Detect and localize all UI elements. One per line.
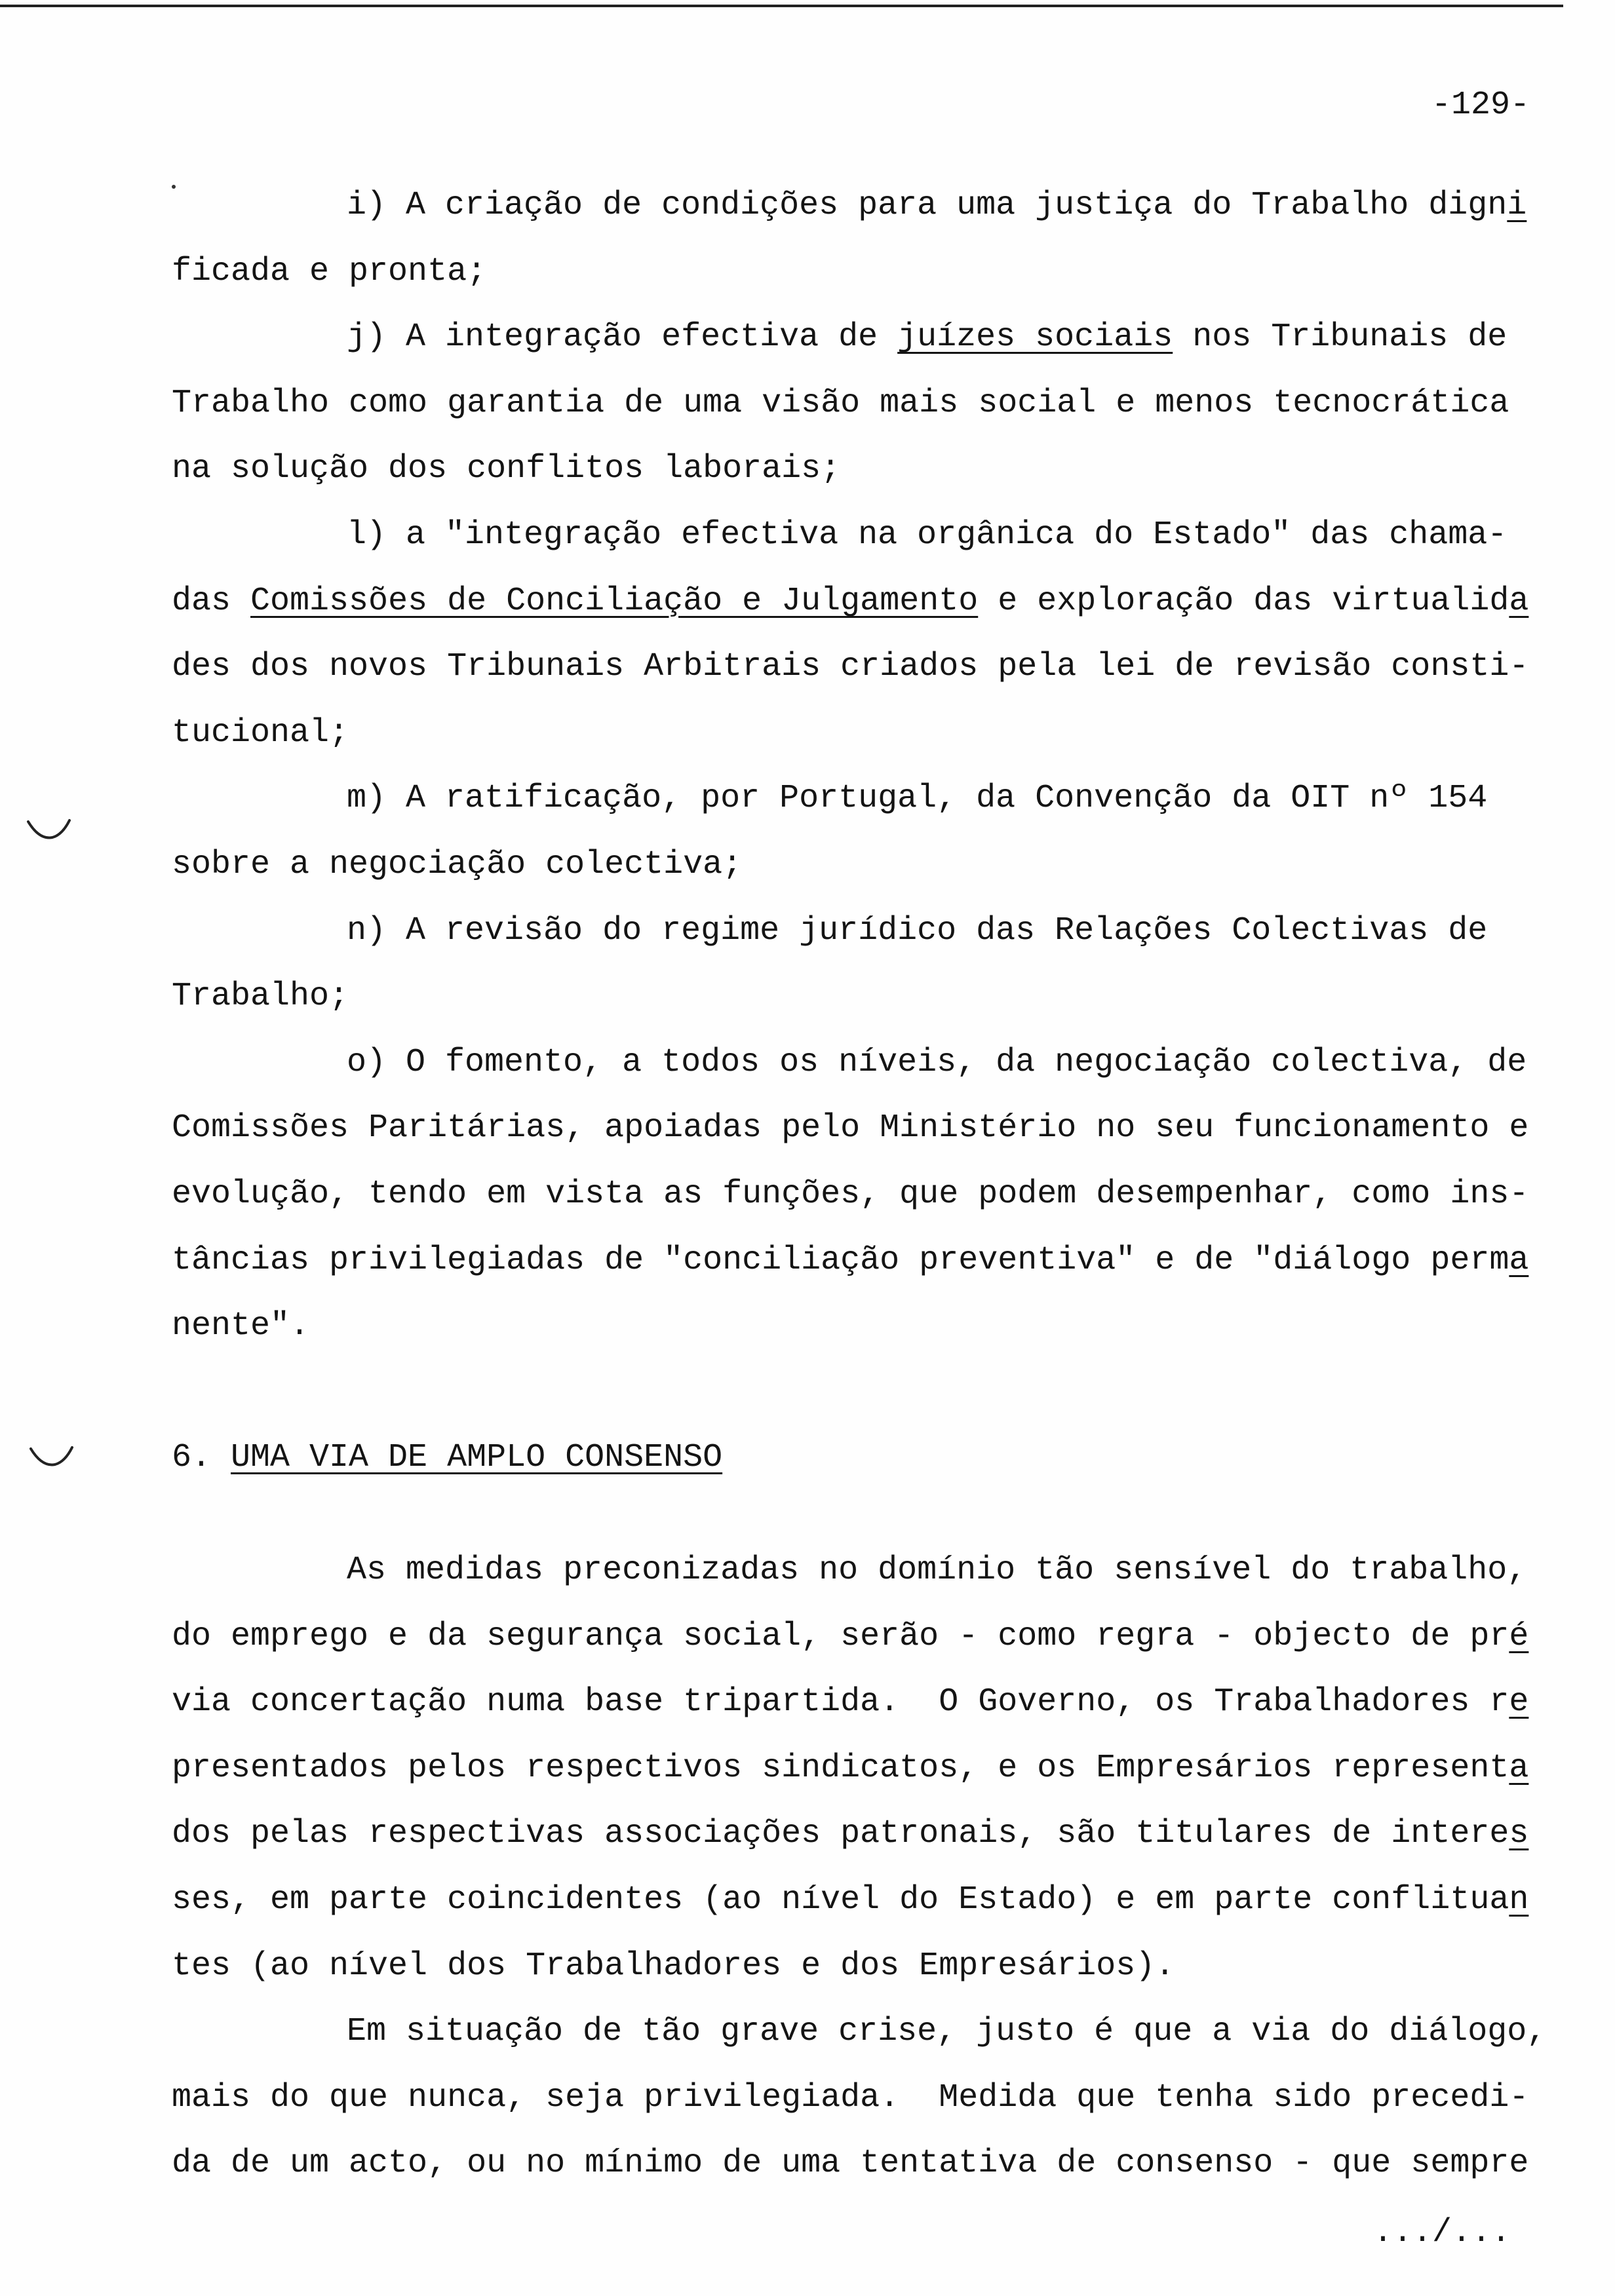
item-j-line-2: Trabalho como garantia de uma visão mais social e menos tecnocrática [172, 385, 1509, 422]
item-o-line-5: nente". [172, 1307, 310, 1345]
item-l-line-3: des dos novos Tribunais Arbitrais criados pela lei de revisão consti- [172, 648, 1529, 685]
item-n-line-1: n) A revisão do regime jurídico das Relações Colectivas de [347, 912, 1488, 949]
continuation-marker: .../... [1373, 2214, 1511, 2251]
paragraph-2-line-2: mais do que nunca, seja privilegiada. Medida que tenha sido precedi- [172, 2079, 1529, 2116]
check-mark-icon [26, 818, 72, 844]
item-o-line-2: Comissões Paritárias, apoiadas pelo Ministério no seu funcionamento e [172, 1109, 1529, 1147]
text-segment: j) A integração efectiva de [347, 318, 898, 356]
text-segment: tâncias privilegiadas de "conciliação preventiva" e de "diálogo perm [172, 1242, 1509, 1279]
hyphen-underline-letter: i [1507, 187, 1527, 224]
item-i-line-1 [347, 189, 1527, 222]
item-m-line-2: sobre a negociação colectiva; [172, 846, 743, 883]
section-heading [172, 1439, 723, 1476]
paragraph-2-line-3: da de um acto, ou no mínimo de uma tentativa de consenso - que sempre [172, 2145, 1529, 2182]
item-o-line-1: o) O fomento, a todos os níveis, da negociação colectiva, de [347, 1044, 1527, 1081]
section-title: UMA VIA DE AMPLO CONSENSO [231, 1439, 723, 1476]
hyphen-underline-letter: a [1509, 1242, 1529, 1279]
item-j-line-3: na solução dos conflitos laborais; [172, 450, 841, 488]
paragraph-1-line-1: As medidas preconizadas no domínio tão sensível do trabalho, [347, 1552, 1527, 1589]
text-segment: ses, em parte coincidentes (ao nível do Estado) e em parte conflitua [172, 1881, 1509, 1919]
paragraph-1-line-7: tes (ao nível dos Trabalhadores e dos Empresários). [172, 1947, 1175, 1985]
item-o-line-3: evolução, tendo em vista as funções, que podem desempenhar, como ins- [172, 1176, 1529, 1213]
paragraph-1-line-4 [172, 1752, 1528, 1785]
item-l-line-4: tucional; [172, 714, 349, 752]
hyphen-underline-letter: n [1509, 1881, 1529, 1919]
hyphen-underline-letter: a [1509, 1750, 1529, 1787]
text-segment: presentados pelos respectivos sindicatos, e os Empresários represent [172, 1750, 1509, 1787]
top-rule [0, 5, 1563, 7]
text-segment: nos Tribunais de [1173, 318, 1508, 356]
hyphen-underline-letter: é [1509, 1618, 1529, 1655]
text-segment: via concertação numa base tripartida. O Governo, os Trabalhadores r [172, 1683, 1509, 1721]
item-j-line-1 [347, 318, 1508, 356]
margin-dot [172, 185, 176, 189]
paragraph-1-line-2 [172, 1620, 1528, 1653]
hyphen-underline-letter: a [1509, 583, 1529, 620]
text-segment: i) A criação de condições para uma justiça do Trabalho dign [347, 187, 1508, 224]
section-number: 6. [172, 1439, 212, 1476]
hyphen-underline-letter: e [1509, 1683, 1529, 1721]
text-segment: e exploração das virtualid [978, 583, 1509, 620]
text-segment: dos pelas respectivas associações patronais, são titulares de intere [172, 1815, 1509, 1852]
text-segment: das [172, 583, 251, 620]
item-o-line-4 [172, 1244, 1528, 1277]
check-mark-icon [29, 1445, 75, 1471]
paragraph-1-line-6 [172, 1881, 1529, 1919]
paragraph-1-line-3 [172, 1683, 1529, 1721]
paragraph-2-line-1: Em situação de tão grave crise, justo é que a via do diálogo, [347, 2013, 1547, 2050]
paragraph-1-line-5 [172, 1815, 1529, 1852]
page-number: -129- [1431, 86, 1530, 124]
underlined-term-juizes-sociais: juízes sociais [897, 318, 1173, 356]
underlined-term-comissoes: Comissões de Conciliação e Julgamento [250, 583, 979, 620]
item-l-line-1: l) a "integração efectiva na orgânica do Estado" das chama- [347, 516, 1508, 554]
text-segment: do emprego e da segurança social, serão - como regra - objecto de pr [172, 1618, 1509, 1655]
item-i-line-2: ficada e pronta; [172, 253, 487, 290]
item-l-line-2 [172, 585, 1528, 618]
item-m-line-1: m) A ratificação, por Portugal, da Convenção da OIT nº 154 [347, 780, 1488, 817]
item-n-line-2: Trabalho; [172, 978, 349, 1015]
hyphen-underline-letter: s [1509, 1815, 1529, 1852]
